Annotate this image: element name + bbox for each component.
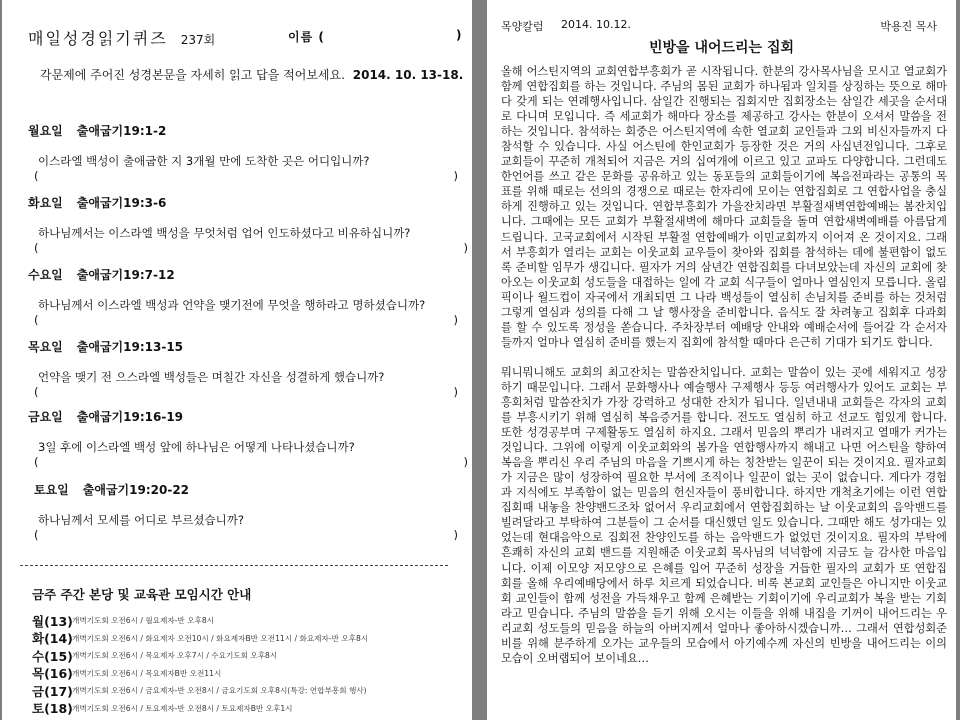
schedule-day: 목(16): [32, 666, 73, 682]
schedule-row: [32, 647, 368, 665]
answer-blank[interactable]: [34, 313, 468, 327]
answer-blank[interactable]: [34, 455, 468, 469]
schedule-day: 수(15): [32, 648, 73, 664]
quiz-header: [28, 26, 468, 50]
name-close: ): [456, 28, 462, 42]
schedule-row: [32, 700, 368, 718]
day-label: 목요일: [28, 340, 63, 354]
schedule-detail: 개벽기도회 오전6시 / 금요제자-반 오전8시 / 금요기도회 오후8시(특강: 연합부흥회 행사): [72, 686, 367, 696]
paren-open: (: [34, 313, 39, 327]
day-block-tue: [28, 194, 468, 255]
schedule-detail: 개벽기도회 오전6시 / 목요제자B반 오전11시: [72, 668, 222, 678]
answer-blank[interactable]: [34, 528, 468, 542]
quiz-intro: [40, 66, 463, 83]
paren-open: (: [34, 528, 39, 542]
name-label: 이름 (: [288, 30, 325, 44]
schedule-row: [32, 682, 368, 700]
paren-open: (: [34, 455, 39, 469]
schedule-day: 금(17): [32, 683, 73, 699]
schedule-detail: 개벽기도회 오전6시 / 목요제자 오후7시 / 수요기도회 오후8시: [72, 651, 278, 661]
day-ref: 출애굽기19:3-6: [76, 196, 167, 210]
day-block-thu: [28, 338, 468, 399]
schedule-row: [32, 665, 368, 683]
paren-close: ): [453, 313, 458, 327]
answer-blank[interactable]: [34, 241, 468, 255]
day-block-mon: [28, 122, 468, 183]
answer-blank[interactable]: [34, 169, 468, 183]
day-question: 하나님께서 이스라엘 백성과 언약을 맺기전에 무엇을 행하라고 명하셨습니까?: [38, 298, 426, 312]
schedule-day: 월(13): [32, 613, 73, 629]
quiz-title: 매일성경읽기퀴즈: [28, 29, 168, 48]
schedule-row: [32, 630, 368, 648]
column-label: 목양칼럼: [501, 20, 544, 33]
paren-close: ): [453, 385, 458, 399]
paren-close: ): [463, 455, 468, 469]
section-divider: [20, 565, 448, 566]
paren-open: (: [34, 241, 39, 255]
schedule-detail: 개벽기도회 오전6시 / 화요제자 오전10시 / 화요제자B반 오전11시 / 화요제자-반 오후8시: [72, 633, 369, 643]
day-question: 이스라엘 백성이 출애굽한 지 3개월 만에 도착한 곳은 어디입니까?: [38, 154, 370, 168]
column-page: [487, 0, 956, 720]
paren-open: (: [34, 169, 39, 183]
column-body: [501, 64, 947, 666]
intro-text: 각문제에 주어진 성경본문을 자세히 읽고 답을 적어보세요.: [40, 68, 345, 82]
schedule-list: [32, 612, 368, 717]
answer-blank[interactable]: [34, 385, 468, 399]
schedule-row: [32, 612, 368, 630]
quiz-issue: 237회: [180, 33, 216, 47]
paren-close: ): [453, 528, 458, 542]
day-label: 토요일: [34, 483, 69, 497]
column-paragraph: 올해 어스틴지역의 교회연합부흥회가 곧 시작됩니다. 한분의 강사목사님을 모시고 열교회가 함께 연합집회를 하는 것입니다. 주님의 몸된 교회가 하나됨과 일치를 상징하는 뜻으로 해마다 갖게 되는 연례행사입니다. 삼일간 진행되는 집회지만 집회장소는 삼일간 세곳을 순서대로 다니며 모입니다. 즉 세교회가 해마다 장소를 제공하고 강사는 한분이 오셔서 말씀을 전하는 것입니다. 참석하는 회중은 어스틴지역에 속한 열교회 교인들과 그외 비신자들까지 다 참석할 수 있습니다. 사실 어스틴에 한인교회가 등장한 것은 거의 사십년전입니다. 그후로 교회들이 꾸준히 개척되어 지금은 거의 십여개에 이르고 있고 교파도 다양합니다. 그런데도 한언어를 쓰고 같은 문화를 공유하고 있는 동포들의 교회들이기에 복음전파라는 공통의 목표를 위해 때로는 선의의 경쟁으로 때로는 한자리에 모이는 연합집회로 그 연합사업을 충실하게 진행하고 있는 것입니다. 연합부흥회가 가을잔치라면 부활절새벽연합예배는 봄잔치입니다. 그때에는 모든 교회가 부활절새벽에 해마다 교회들을 돌며 연합새벽예배를 아름답게 드립니다. 고국교회에서 시작된 부활절 연합예배가 이민교회까지 이어져 온 것이지요. 그래서 부흥회가 열리는 교회는 이웃교회 교우들이 찾아와 집회를 참석하는 데에 불편함이 없도록 준비할 임무가 생깁니다. 필자가 거의 삼년간 연합집회를 다녀보았는데 자신의 교회에 찾아오는 이웃교회 성도들을 대접하는 일에 각 교회 식구들이 얼마나 열심인지 모릅니다. 올림픽이나 월드컵이 자국에서 개최되면 그 나라 백성들이 열심히 손님치를 준비를 하는 것처럼 그렇게 열심과 성의를 다해 그 날 행사장을 준비합니다. 음식도 잘 차려놓고 집회후 다과회를 할 수 있도록 정성을 쏟습니다. 주차장부터 예배당 안내와 예배순서에 들어갈 각 순서자들까지 얼마나 열심히 준비를 했는지 집회에 참석할 때마다 은근히 기대가 되기도 합니다.: [501, 65, 947, 349]
schedule-day: 화(14): [32, 631, 73, 647]
quiz-period: 2014. 10. 13-18.: [352, 68, 464, 82]
column-date: 2014. 10.12.: [561, 18, 631, 31]
day-label: 금요일: [28, 410, 63, 424]
schedule-title: 금주 주간 본당 및 교육관 모임시간 안내: [32, 587, 252, 602]
day-label: 화요일: [28, 196, 63, 210]
column-author: 박용진 목사: [880, 20, 937, 33]
day-question: 하나님께서는 이스라엘 백성을 무엇처럼 업어 인도하셨다고 비유하십니까?: [38, 226, 411, 240]
paren-open: (: [34, 385, 39, 399]
day-question: 언약을 맺기 전 으스라엘 백성들은 며칠간 자신을 성결하게 했습니까?: [38, 370, 385, 384]
column-paragraph: 뭐니뭐니해도 교회의 최고잔치는 말씀잔치입니다. 교회는 말씀이 있는 곳에 세워지고 성장하기 때문입니다. 그래서 문화행사나 예술행사 구제행사 등등 여러행사가 있어도 교회는 부흥회처럼 말씀잔치가 가장 강력하고 성대한 잔치가 됩니다. 일년내내 교회들은 각자의 교회를 부흥시키기 위해 열심히 복음증거를 합니다. 전도도 열심히 하고 선교도 힘있게 합니다. 또한 성경공부며 구제활동도 열심히 하지요. 그래서 믿음의 뿌리가 내려지고 열매가 커가는 것입니다. 그위에 이렇게 이웃교회와의 봄가을 연합행사까지 해내고 나면 어스틴을 향하여 복음을 뿌리신 우리 주님의 마음을 기쁘시게 하는 칭찬받는 일꾼이 되는 것이지요. 필자교회가 지금은 많이 성장하여 필요한 부서에 조직이나 일꾼이 없는 곳이 없습니다. 게다가 경험과 지식에도 부족함이 없는 믿음의 헌신자들이 풍비합니다. 하지만 개척초기에는 이런 연합집회때 내놓을 찬양밴드조차 없어서 우리교회에서 연합집회하는 날 이웃교회의 음악밴드를 빌려달라고 부탁하여 그분들이 그 순서를 대신했던 일도 있습니다. 그때만 해도 성가대는 있었는데 현대음악으로 집회전 찬양인도를 하는 음악밴드가 없었던 것이지요. 필자의 부탁에 흔쾌히 자신의 교회 밴드를 지원해준 이웃교회 목사님의 넉넉함에 지금도 늘 감사한 마음입니다. 이제 이모양 저모양으로 은혜를 입어 꾸준히 성장을 거듭한 필자의 교회가 또 연합집회를 올해 우리예배당에서 하루 치르게 되었습니다. 비록 본교회 교인들은 아니지만 이웃교회 교인들이 함께 성전을 가득채우고 함께 은혜받는 기회이기에 우리교회가 복을 받는 기회라고 믿습니다. 주님의 말씀을 듣기 위해 오시는 이들을 위해 내집을 기꺼이 내어드리는 우리교회 성도들의 믿음을 하늘의 아버지께서 얼마나 좋아하시겠습니까… 그래서 연합성회준비를 위해 분주하게 오가는 교우들의 모습에서 아기예수께 자신의 빈방을 내어드리는 이의 모습이 오버랩되어 보이네요…: [501, 365, 947, 665]
day-block-wed: [28, 266, 468, 327]
day-question: 하나님께서 모세를 어디로 부르셨습니까?: [38, 513, 244, 527]
paren-close: ): [463, 241, 468, 255]
day-ref: 출애굽기19:16-19: [76, 410, 184, 424]
day-ref: 출애굽기19:13-15: [76, 340, 184, 354]
day-block-fri: [28, 408, 468, 469]
day-ref: 출애굽기19:1-2: [76, 124, 167, 138]
day-ref: 출애굽기19:7-12: [76, 268, 175, 282]
quiz-page: [2, 0, 472, 720]
schedule-day: 토(18): [32, 701, 73, 717]
schedule-detail: 개벽기도회 오전6시 / 월요제자-반 오후8시: [72, 616, 214, 626]
day-block-sat: [28, 481, 468, 542]
schedule-detail: 개벽기도회 오전6시 / 토요제자-반 오전8시 / 토요제자B반 오후1시: [72, 703, 293, 713]
paren-close: ): [453, 169, 458, 183]
day-label: 수요일: [28, 268, 63, 282]
day-question: 3일 후에 이스라엘 백성 앞에 하나님은 어떻게 나타나셨습니까?: [38, 440, 355, 454]
column-title: 빈방을 내어드리는 집회: [649, 40, 794, 56]
day-label: 월요일: [28, 124, 63, 138]
day-ref: 출애굽기19:20-22: [82, 483, 190, 497]
